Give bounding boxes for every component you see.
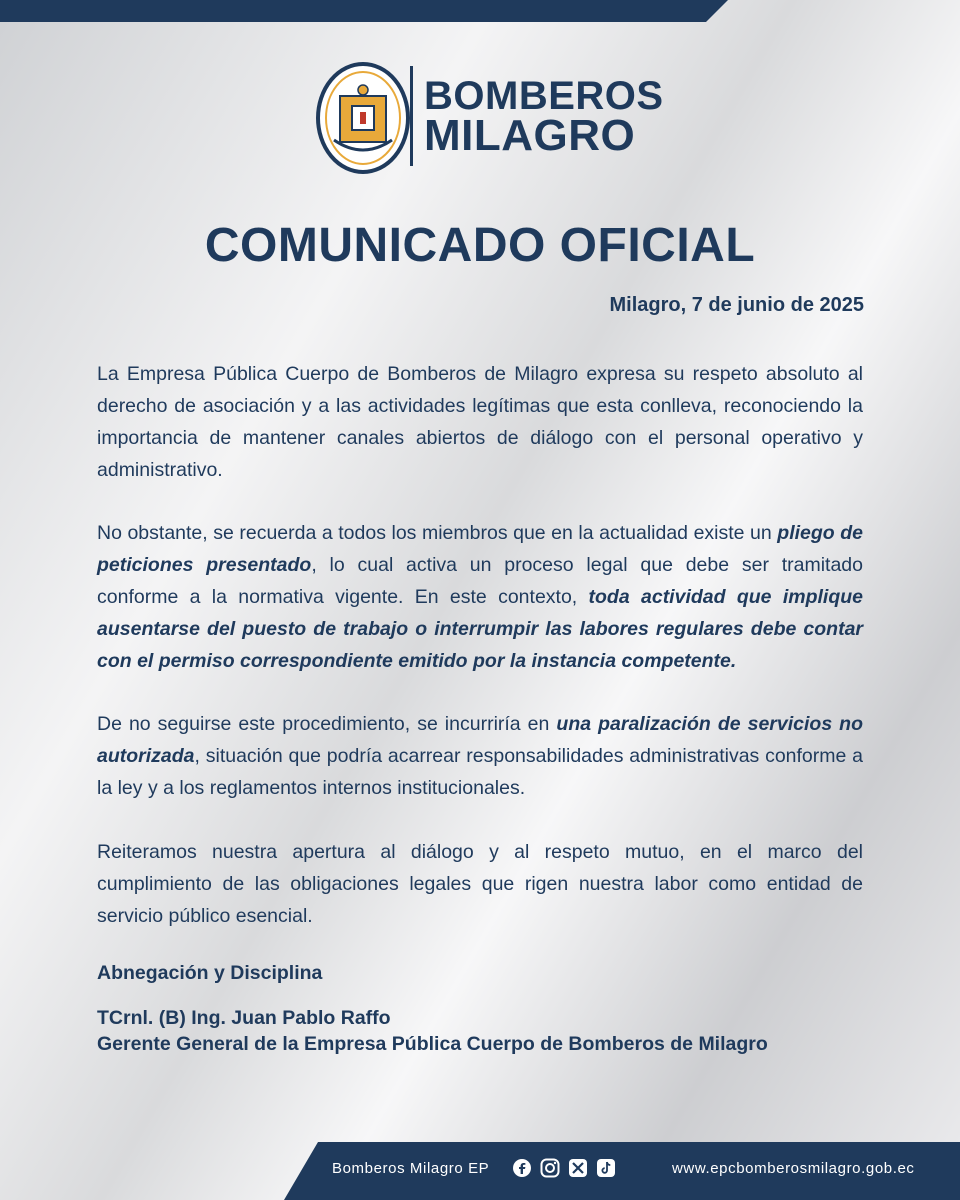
paragraph-3 <box>97 708 863 804</box>
facebook-icon[interactable] <box>512 1158 532 1178</box>
paragraph-3-text-a: De no seguirse este procedimiento, se incurriría en <box>97 713 557 735</box>
paragraph-4: Reiteramos nuestra apertura al diálogo y al respeto mutuo, en el marco del cumplimiento de las obligaciones legales que rigen nuestra labor como entidad de servicio público esencial. <box>97 841 863 927</box>
paragraph-2-emphasis-a: pliego de peticiones presentado <box>97 522 863 576</box>
paragraph-3-emphasis: una paralización de servicios no autorizada <box>97 713 864 767</box>
tiktok-icon[interactable] <box>596 1158 616 1178</box>
paragraph-2-text-a: No obstante, se recuerda a todos los miembros que en la actualidad existe un <box>97 522 778 544</box>
logo-divider <box>410 66 413 166</box>
footer-organization: Bomberos Milagro EP <box>332 1160 490 1177</box>
paragraph-1: La Empresa Pública Cuerpo de Bomberos de Milagro expresa su respeto absoluto al derecho de asociación y a las actividades legítimas que esta conlleva, reconociendo la importancia de mantener canales abiertos de diálogo con el personal operativo y administrativo. <box>97 363 863 481</box>
brand-name <box>424 74 664 160</box>
paragraph-3-text-b: , situación que podría acarrear responsabilidades administrativas conforme a la ley y a los reglamentos internos institucionales. <box>97 745 863 799</box>
signature-name: TCrnl. (B) Ing. Juan Pablo Raffo <box>97 1007 391 1029</box>
instagram-icon[interactable] <box>540 1158 560 1178</box>
social-links <box>512 1158 616 1180</box>
x-icon[interactable] <box>568 1158 588 1178</box>
seal-emblem <box>316 62 410 174</box>
footer-website-link[interactable]: www.epcbomberosmilagro.gob.ec <box>672 1160 915 1177</box>
paragraph-2-emphasis-b: toda actividad que implique ausentarse del puesto de trabajo o interrumpir las labores regulares debe contar con el permiso correspondiente emitido por la instancia competente. <box>97 586 863 672</box>
page-title: COMUNICADO OFICIAL <box>204 219 756 272</box>
brand-line-2: MILAGRO <box>424 111 636 160</box>
paragraph-2 <box>97 517 863 677</box>
signature-role: Gerente General de la Empresa Pública Cuerpo de Bomberos de Milagro <box>97 1033 768 1055</box>
brand-line-1: BOMBEROS <box>424 74 664 118</box>
motto: Abnegación y Disciplina <box>97 962 323 984</box>
logo <box>316 62 664 174</box>
top-banner <box>0 0 960 22</box>
date-line: Milagro, 7 de junio de 2025 <box>609 294 864 316</box>
paragraph-2-text-b: , lo cual activa un proceso legal que debe ser tramitado conforme a la normativa vigente. En este contexto, <box>97 554 864 608</box>
